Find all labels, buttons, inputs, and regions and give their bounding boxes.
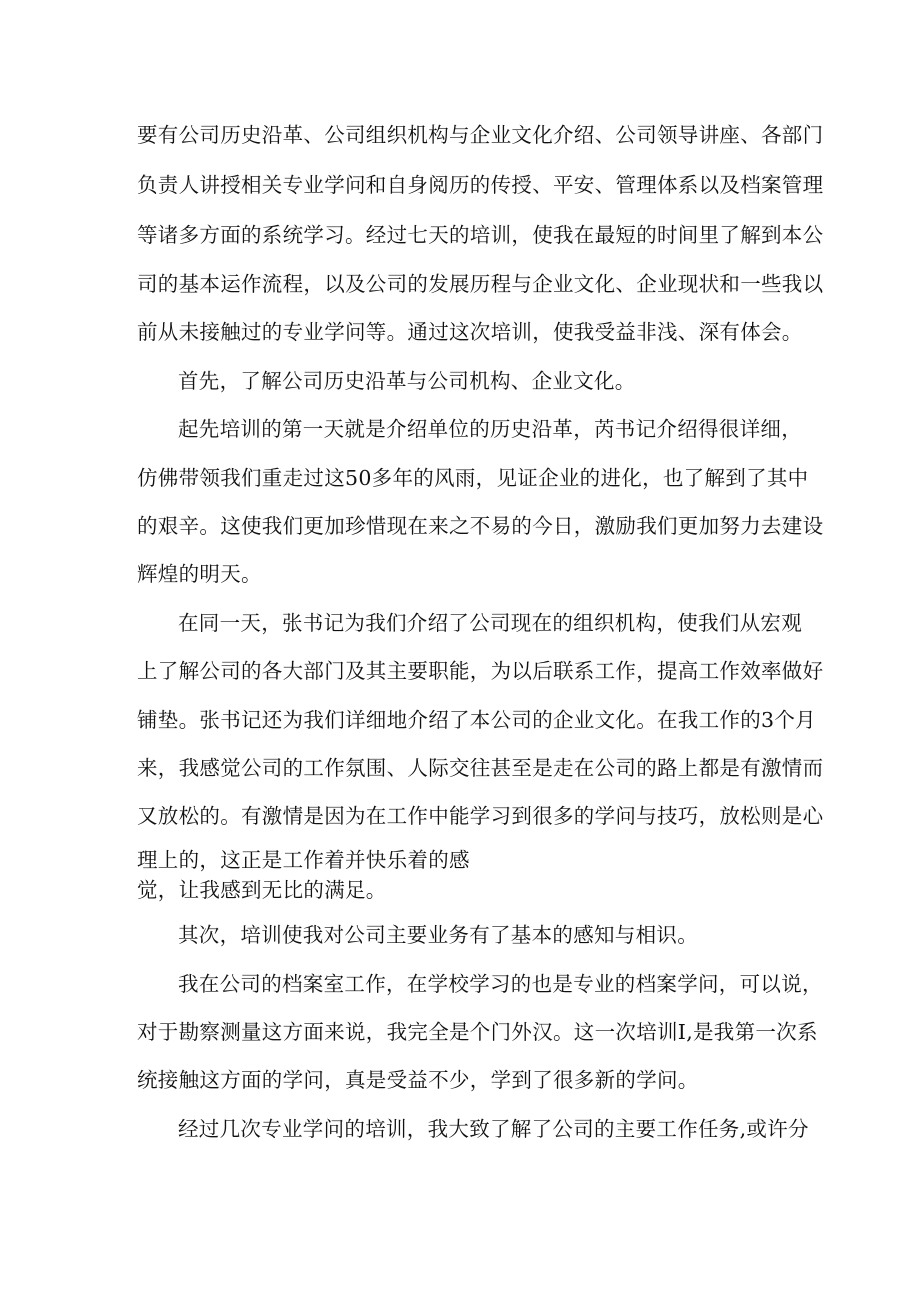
paragraph-line: 司的基本运作流程，以及公司的发展历程与企业文化、企业现状和一些我以 — [137, 272, 824, 296]
paragraph-line: 对于勘察测量这方面来说，我完全是个门外汉。这一次培训I,是我第一次系 — [137, 1020, 818, 1044]
paragraph-line: 要有公司历史沿革、公司组织机构与企业文化介绍、公司领导讲座、各部门 — [137, 123, 824, 147]
section-heading: 首先，了解公司历史沿革与公司机构、企业文化。 — [178, 369, 636, 393]
paragraph-line: 来，我感觉公司的工作氛围、人际交往甚至是走在公司的路上都是有激情而 — [137, 756, 824, 780]
paragraph-line: 辉煌的明天。 — [137, 562, 262, 586]
section-heading: 其次，培训使我对公司主要业务有了基本的感知与相识。 — [178, 923, 698, 947]
paragraph-line: 等诸多方面的系统学习。经过七天的培训，使我在最短的时间里了解到本公 — [137, 223, 824, 247]
paragraph-line: 上了解公司的各大部门及其主要职能，为以后联系工作，提高工作效率做好 — [137, 659, 824, 683]
paragraph-line: 在同一天，张书记为我们介绍了公司现在的组织机构，使我们从宏观 — [178, 611, 802, 635]
paragraph-line: 又放松的。有激情是因为在工作中能学习到很多的学问与技巧，放松则是心 — [137, 804, 824, 828]
paragraph-line: 仿佛带领我们重走过这50多年的风雨，见证企业的进化，也了解到了其中 — [137, 466, 809, 490]
paragraph-line: 铺垫。张书记还为我们详细地介绍了本公司的企业文化。在我工作的3个月 — [137, 708, 816, 732]
paragraph-line: 起先培训的第一天就是介绍单位的历史沿革，芮书记介绍得很详细， — [178, 417, 802, 441]
paragraph-line: 理上的，这正是工作着并快乐着的感 — [137, 848, 470, 872]
paragraph-line: 的艰辛。这使我们更加珍惜现在来之不易的今日，激励我们更加努力去建设 — [137, 514, 824, 538]
paragraph-line: 负责人讲授相关专业学问和自身阅历的传授、平安、管理体系以及档案管理 — [137, 173, 824, 197]
paragraph-line: 觉，让我感到无比的满足。 — [137, 878, 387, 902]
paragraph-line: 统接触这方面的学问，真是受益不少，学到了很多新的学问。 — [137, 1068, 699, 1092]
paragraph-line: 经过几次专业学问的培训，我大致了解了公司的主要工作任务,或许分 — [178, 1117, 809, 1141]
paragraph-line: 我在公司的档案室工作，在学校学习的也是专业的档案学问，可以说， — [178, 972, 823, 996]
paragraph-line: 前从未接触过的专业学问等。通过这次培训，使我受益非浅、深有体会。 — [137, 320, 803, 344]
